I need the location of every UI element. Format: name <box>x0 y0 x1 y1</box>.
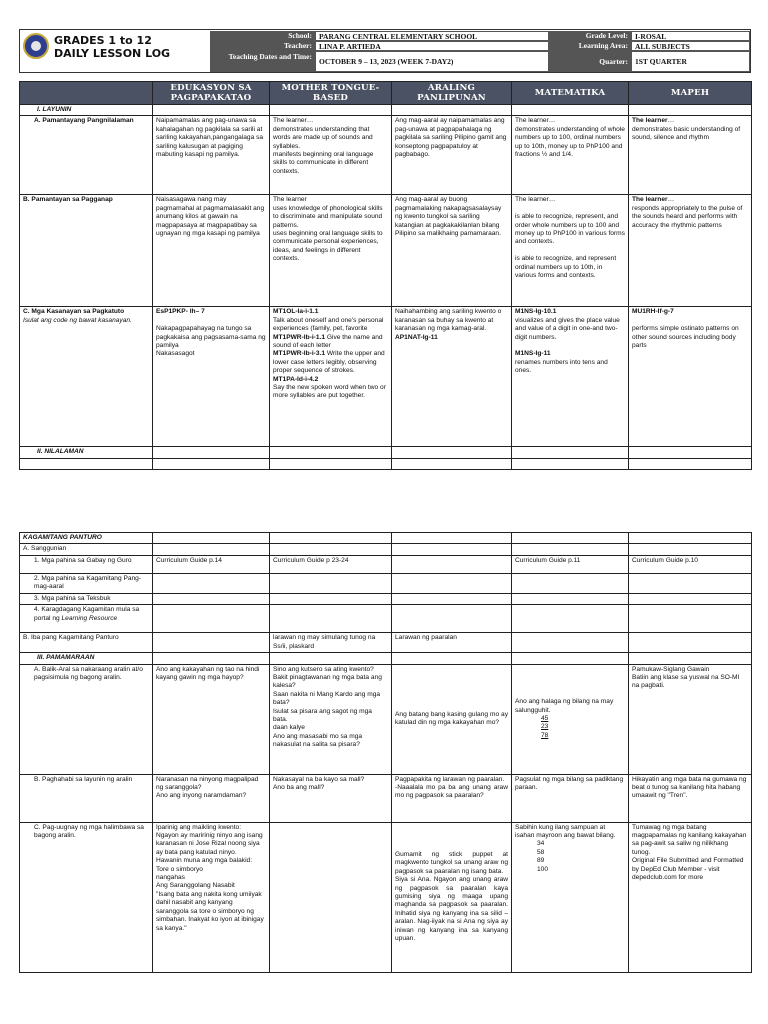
math-text-2: renames numbers into tens and ones. <box>515 358 608 375</box>
teacher-value: LINA P. ARTIEDA <box>315 41 549 51</box>
ugnay-math-num-1: 34 <box>537 840 545 848</box>
gabay-esp: Curriculum Guide p.14 <box>153 555 270 573</box>
col-header-ap: ARALING PANLIPUNAN <box>392 82 512 105</box>
column-header-row <box>20 82 752 105</box>
pagganap-math: The learner… is able to recognize, represent, and order whole numbers up to 100 and money up to PhP100 in various forms and contexts. is able to recognize, and represent ordinal numbers up to 10th, in various forms and contexts. <box>512 195 629 307</box>
paghahabi-label: B. Paghahabi sa layunin ng aralin <box>20 774 153 822</box>
karagdagang-label-italic: Learning Resource <box>61 614 118 622</box>
deped-seal-icon <box>23 33 49 59</box>
teacher-label: Teacher: <box>210 41 315 51</box>
nilalaman-heading <box>20 447 153 458</box>
kasanayan-sub: Isulat ang code ng bawat kasanayan. <box>23 316 132 324</box>
ugnay-math-num-4: 100 <box>537 865 549 873</box>
iba-label: B. Iba pang Kagamitang Panturo <box>20 633 153 653</box>
mapeh-code: MU1RH-If-g-7 <box>632 308 674 316</box>
dates-label: Teaching Dates and Time: <box>210 51 315 72</box>
pamamaraan-row <box>20 653 752 664</box>
col-header-mtb: MOTHER TONGUE-BASED <box>270 82 392 105</box>
esp-code: EsP1PKP- Ih– 7 <box>156 308 205 316</box>
paghahabi-ap: Pagpapakita ng larawan ng paaralan. -Naaalala mo pa ba ang unang araw mo ng pagpasok sa paaralan? <box>392 774 512 822</box>
gabay-mtb: Curriculum Guide p 23-24 <box>270 555 392 573</box>
gabay-mapeh: Curriculum Guide p.10 <box>629 555 752 573</box>
paghahabi-mapeh: Hikayatin ang mga bata na gumawa ng beat o tunog sa kanilang hita habang umaawit ng "Tren". <box>629 774 752 822</box>
kagamitang-pang-mag-aaral-row <box>20 573 752 593</box>
ugnay-mtb <box>270 822 392 972</box>
balik-esp: Ano ang kakayahan ng tao na hindi kayang gawin ng mga hayop? <box>153 664 270 774</box>
kagamitan-row <box>20 533 752 544</box>
math-code-1: M1NS-Ig-10.1 <box>515 308 557 316</box>
ugnay-math-num-2: 58 <box>537 848 545 856</box>
title-line-2: DAILY LESSON LOG <box>54 47 171 60</box>
kagamitan-heading: KAGAMITANG PANTURO <box>20 533 153 544</box>
pagganap-esp: Naisasagawa nang may pagmamahal at pagmamalasakit ang anumang kilos at gawain na magpapasaya at magpapatibay sa ugnayan ng mga kasapi ng pamilya <box>153 195 270 307</box>
pamamaraan-text: III. PAMAMARAAN <box>37 654 95 662</box>
math-text-1: visualizes and gives the place value and value of a digit in one-and two-digit numbers. <box>515 316 620 341</box>
ugnay-ap: Gumamit ng stick puppet at magkwento tungkol sa unang araw ng pagpasok sa paaralan ng isang bata. Siya si Ana. Ngayon ang unang araw ng pagpasok sa paaralan kaya gumising siya ng maaga upang maghanda sa pagpasok sa paaralan. Inihatid siya ng kanyang ina sa silid –aralan. Nag-iiyak na si Ana ng siya ay iniwan ng kanyang ina sa kanyang upuan. <box>392 822 512 972</box>
ugnay-math-num-3: 89 <box>537 857 545 865</box>
iba-esp <box>153 633 270 653</box>
teksbuk-label: 3. Mga pahina sa Teksbuk <box>20 593 153 604</box>
pamantayang-row <box>20 116 752 195</box>
lesson-table-objectives <box>19 81 752 470</box>
pagganap-ap: Ang mag-aaral ay buong pagmamalaking nakapagsasalaysay ng kwento tungkol sa sariling katangian at pagkakakilanlan bilang Pilipino sa malikhaing pamamaraan. <box>392 195 512 307</box>
pamamaraan-heading <box>20 653 153 664</box>
math-code-2: M1NS-Ig-11 <box>515 350 551 358</box>
balik-aral-row <box>20 664 752 774</box>
kagamitang-label: 2. Mga pahina sa Kagamitang Pang-mag-aaral <box>20 573 153 593</box>
teksbuk-row <box>20 593 752 604</box>
mt-code-1: MT1OL-Ia-i-1.1 <box>273 308 319 316</box>
col-header-mapeh: MAPEH <box>629 82 752 105</box>
kasanayan-math <box>512 307 629 447</box>
mapeh-pagganap-text: responds appropriately to the pulse of the sounds heard and performs with accuracy the rhythmic patterns <box>632 204 743 229</box>
gabay-label: 1. Mga pahina sa Gabay ng Guro <box>20 555 153 573</box>
title-line-1: GRADES 1 to 12 <box>54 34 152 47</box>
karagdagang-label: 4. Karagdagang Kagamitan mula sa portal ng <box>34 606 140 622</box>
mt-text-1: Talk about oneself and one's personal experiences (family, pet, favorite <box>273 316 384 333</box>
mt-code-2: MT1PWR-Ib-i-1.1 <box>273 333 326 341</box>
mt-code-3: MT1PWR-Ib-i-3.1 <box>273 350 326 358</box>
pagganap-mapeh: The learner… responds appropriately to the pulse of the sounds heard and performs with accuracy the rhythmic patterns <box>629 195 752 307</box>
ap-text: Naihahambing ang sariling kwento o karanasan sa buhay sa kwento at karanasan ng mga kamag-aral. <box>395 308 502 333</box>
ugnay-math-text: Sabihin kung ilang sampuan at isahan mayroon ang bawat bilang. <box>515 823 616 840</box>
pamantayang-mapeh: The learner… demonstrates basic understanding of sound, silence and rhythm <box>629 116 752 195</box>
balik-ap: Ang batang bang kasing gulang mo ay katulad din ng mga kakayahan mo? <box>392 664 512 774</box>
gabay-ap <box>392 555 512 573</box>
pag-uugnay-label: C. Pag-uugnay ng mga halimbawa sa bagong aralin. <box>20 822 153 972</box>
header-title <box>54 34 170 60</box>
nilalaman-row <box>20 447 752 458</box>
balik-math-text: Ano ang halaga ng bilang na may salungguhit. <box>515 698 614 714</box>
iba-mtb: larawan ng may simulang tunog na Ss/ii, plaskard <box>270 633 392 653</box>
pagganap-row <box>20 195 752 307</box>
balik-math-num-3: 78 <box>541 731 549 739</box>
gabay-row <box>20 555 752 573</box>
kasanayan-label: C. Mga Kasanayan sa Pagkatuto <box>23 308 125 316</box>
paghahabi-mtb: Nakasayal na ba kayo sa mall? Ano ba ang mall? <box>270 774 392 822</box>
balik-math <box>512 664 629 774</box>
nilalaman-text: II. NILALAMAN <box>37 448 84 456</box>
pamantayang-math: The learner… demonstrates understanding of whole numbers up to 100, ordinal numbers up to 10th, money up to PhP100 and fractions ½ and 1/4. <box>512 116 629 195</box>
kasanayan-label-cell <box>20 307 153 447</box>
quarter-value: 1ST QUARTER <box>631 51 750 72</box>
balik-mapeh: Pamukaw-Siglang Gawain Batiin ang klase sa yuswal na SO-MI na pagbati. <box>629 664 752 774</box>
col-header-math: MATEMATIKA <box>512 82 629 105</box>
kasanayan-mapeh <box>629 307 752 447</box>
ugnay-math <box>512 822 629 972</box>
pamantayang-ap: Ang mag-aaral ay naipamamalas ang pag-unawa at pagpapahalaga ng pagkilala sa sariling Pilipino gamit ang konseptong pagpapatuloy at pagbabago. <box>392 116 512 195</box>
ugnay-esp: Iparinig ang maikling kwento: Ngayon ay maririnig ninyo ang isang karanasan ni Jose Rizal noong siya ay bata pang katulad ninyo. Hawanin muna ang mga balakid: Tore o simboryo nangahas Ang Saranggolang Nasabit "Isang bata ang nakita kong umiiyak dahil nasabit ang kanyang saranggola sa tore o simboryo ng simbahan. Inakyat ko iyon at ibinigay sa kanya." <box>153 822 270 972</box>
balik-math-num-2: 23 <box>541 723 549 731</box>
karagdagang-row <box>20 605 752 633</box>
dates-value: OCTOBER 9 – 13, 2023 (WEEK 7-DAY2) <box>315 51 549 72</box>
balik-math-num-1: 45 <box>541 714 549 722</box>
paghahabi-math: Pagsulat ng mga bilang sa padiktang paraan. <box>512 774 629 822</box>
mt-text-2: Give the name and sound of each letter <box>273 333 383 350</box>
iba-pang-row <box>20 633 752 653</box>
gabay-math: Curriculum Guide p.11 <box>512 555 629 573</box>
mt-code-4: MT1PA-Id-i-4.2 <box>273 375 319 383</box>
iba-ap: Larawan ng paaralan <box>392 633 512 653</box>
school-value: PARANG CENTRAL ELEMENTARY SCHOOL <box>315 31 549 41</box>
grade-level-value: I-ROSAL <box>631 31 750 41</box>
iba-mapeh <box>629 633 752 653</box>
mapeh-pagganap-lead: The learner <box>632 196 668 204</box>
pagganap-label: B. Pamantayan sa Pagganap <box>20 195 153 307</box>
ap-code: AP1NAT-Ig-11 <box>395 333 438 341</box>
mapeh-text: performs simple ostinato patterns on other sound sources including body parts <box>632 325 739 350</box>
kasanayan-row <box>20 307 752 447</box>
pamantayang-esp: Naipamamalas ang pag-unawa sa kahalagahan ng pagkilala sa sarili at sariling kakayahan,pangangalaga sa sariling kalusugan at pagiging mabuting kasapi ng pamilya. <box>153 116 270 195</box>
learning-area-label: Learning Area: <box>549 41 631 51</box>
lesson-log-header <box>19 29 751 73</box>
balik-label: A. Balik-Aral sa nakaraang aralin at/o pagsisimula ng bagong aralin. <box>20 664 153 774</box>
kasanayan-esp <box>153 307 270 447</box>
col-header-esp: EDUKASYON SA PAGPAPAKATAO <box>153 82 270 105</box>
pagganap-mtb: The learner uses knowledge of phonological skills to discriminate and manipulate sound patterns. uses beginning oral language skills to communicate personal experiences, ideas, and feelings in different contexts. <box>270 195 392 307</box>
esp-text: Nakapagpapahayag na tungo sa pagkakaisa ang pagsasama-sama ng pamilya Nakasasagot <box>156 325 266 358</box>
iba-math <box>512 633 629 653</box>
quarter-label: Quarter: <box>549 51 631 72</box>
layunin-text: I. LAYUNIN <box>37 106 72 113</box>
mapeh-learner-lead: The learner <box>632 117 668 125</box>
mapeh-pamantayang-text: demonstrates basic understanding of sound, silence and rhythm <box>632 125 741 142</box>
paghahabi-row <box>20 774 752 822</box>
karagdagang-label-cell <box>20 605 153 633</box>
school-label: School: <box>210 31 315 41</box>
mt-text-3: Write the upper and lower case letters legibly, observing proper sequence of strokes. <box>273 350 385 375</box>
lesson-table-procedure <box>19 532 752 973</box>
pamantayang-label: A. Pamantayang Pangnilalaman <box>20 116 153 195</box>
learning-area-value: ALL SUBJECTS <box>631 41 750 51</box>
corner-header <box>20 82 153 105</box>
sanggunian-row <box>20 544 752 555</box>
sanggunian-label: A. Sanggunian <box>20 544 153 555</box>
layunin-heading <box>20 105 153 116</box>
mt-text-4: Say the new spoken word when two or more syllables are put together. <box>273 384 386 400</box>
pamantayang-mtb: The learner… demonstrates understanding that words are made up of sounds and syllables. manifests beginning oral language skills to communicate in different contexts. <box>270 116 392 195</box>
ugnay-mapeh: Tumawag ng mga batang magpapamalas ng kanilang kakayahan sa pag-awit sa saliw ng nilikhang tunog. Original File Submitted and Formatted by DepEd Club Member - visit depedclub.com for more <box>629 822 752 972</box>
paghahabi-esp: Naranasan na ninyong magpalipad ng saranggola? Ano ang inyong naramdaman? <box>153 774 270 822</box>
grade-level-label: Grade Level: <box>549 31 631 41</box>
blank-row <box>20 458 752 469</box>
kasanayan-mtb <box>270 307 392 447</box>
layunin-row <box>20 105 752 116</box>
pag-uugnay-row <box>20 822 752 972</box>
kasanayan-ap <box>392 307 512 447</box>
balik-mtb: Sino ang kutsero sa ating kwento? Bakit pinagtawanan ng mga bata ang kalesa? Saan nakita ni Mang Kardo ang mga bata? Isulat sa pisara ang sagot ng mga bata. daan kalye Ano ang masasabi mo sa mga nakasulat na salita sa pisara? <box>270 664 392 774</box>
